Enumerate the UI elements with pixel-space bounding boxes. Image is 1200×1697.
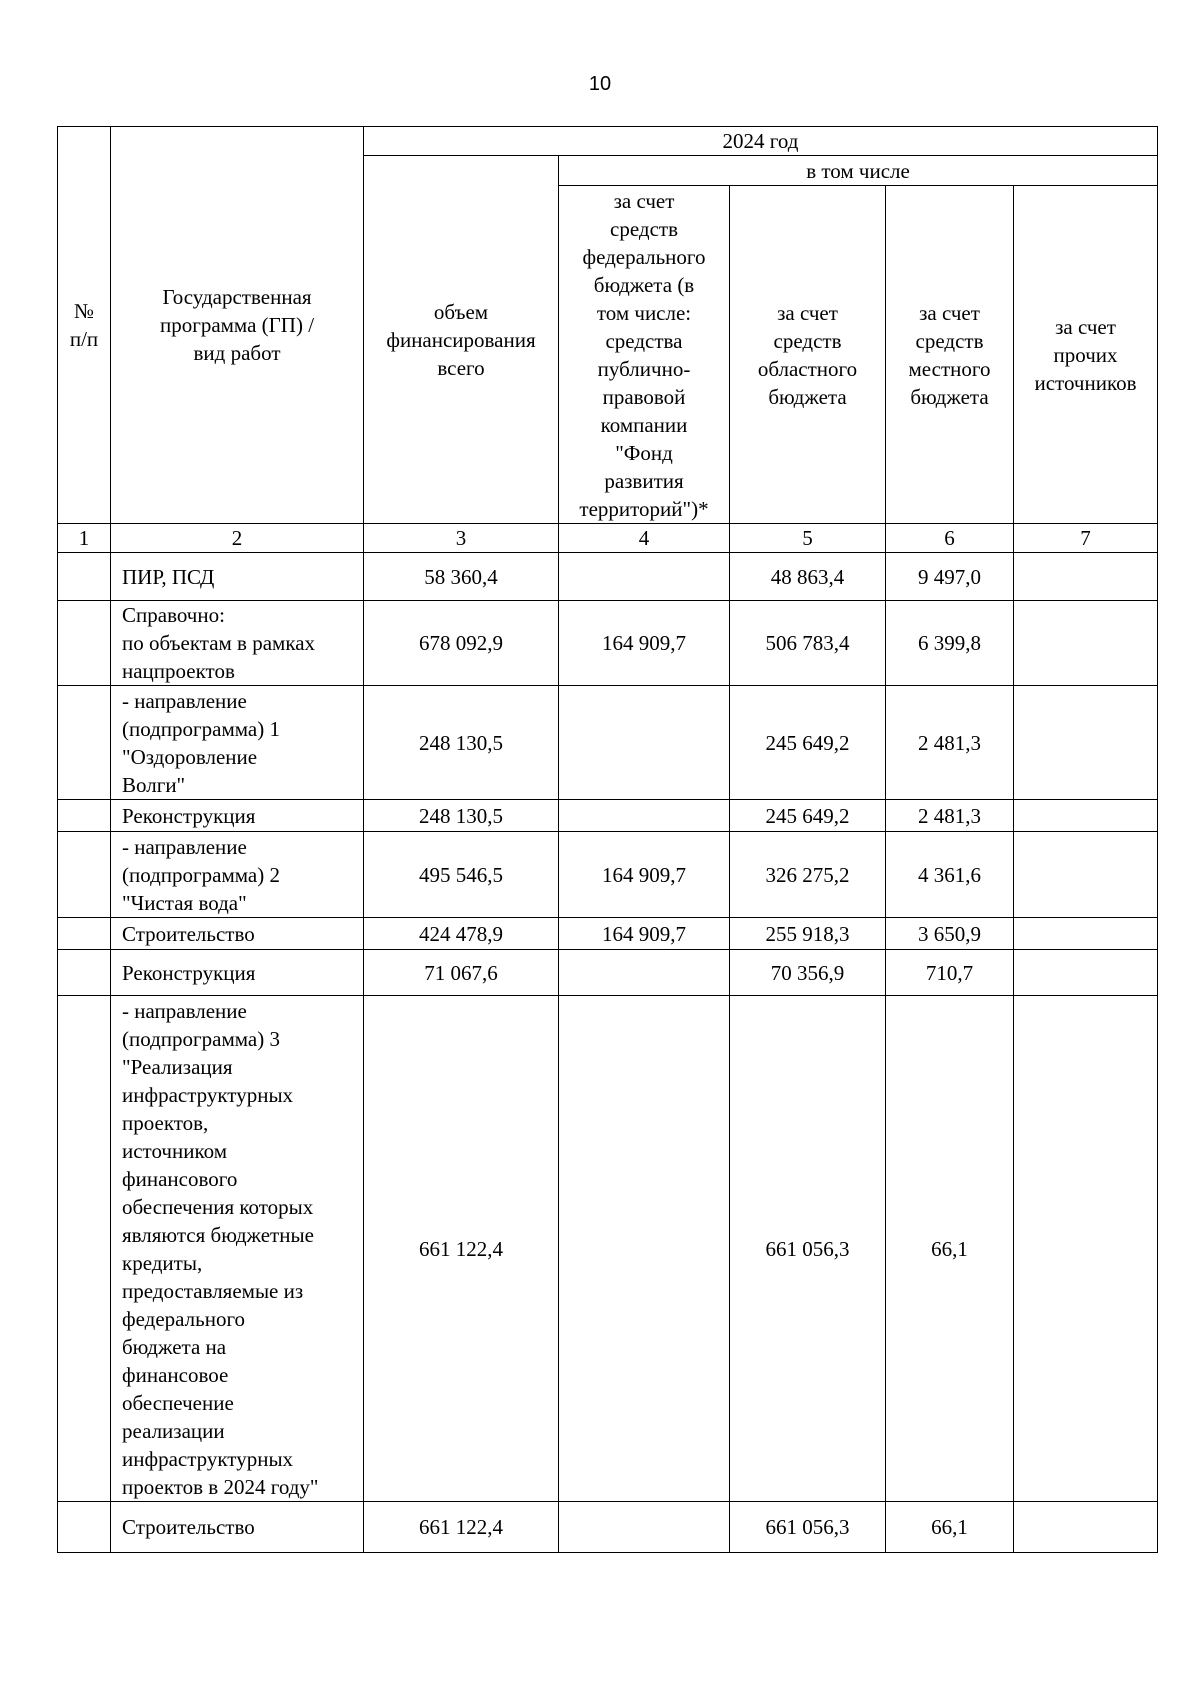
row-regional: 48 863,4	[730, 553, 886, 601]
header-local: за счет средств местного бюджета	[886, 186, 1014, 524]
row-local: 4 361,6	[886, 832, 1014, 918]
row-name: Строительство	[111, 918, 364, 950]
header-regional: за счет средств областного бюджета	[730, 186, 886, 524]
row-other	[1014, 918, 1158, 950]
row-name: Строительство	[111, 1502, 364, 1553]
row-federal	[559, 553, 730, 601]
row-num	[58, 1502, 111, 1553]
row-name: - направление (подпрограмма) 3 "Реализация инфраструктурных проектов, источником финансового обеспечения которых являются бюджетные кредиты, предоставляемые из федерального бюджета на финансовое обеспечение реализации инфраструктурных проектов в 2024 году"	[111, 996, 364, 1502]
row-other	[1014, 800, 1158, 832]
row-total: 495 546,5	[364, 832, 559, 918]
row-other	[1014, 686, 1158, 800]
header-including: в том числе	[559, 156, 1158, 186]
row-other	[1014, 996, 1158, 1502]
row-total: 678 092,9	[364, 601, 559, 686]
row-other	[1014, 553, 1158, 601]
row-num	[58, 553, 111, 601]
row-num	[58, 832, 111, 918]
row-num	[58, 686, 111, 800]
row-other	[1014, 832, 1158, 918]
financing-table	[57, 126, 1158, 1553]
row-total: 661 122,4	[364, 996, 559, 1502]
row-local: 2 481,3	[886, 800, 1014, 832]
header-num: № п/п	[58, 127, 111, 524]
column-number: 3	[364, 524, 559, 553]
table-row	[58, 686, 1158, 800]
column-number: 6	[886, 524, 1014, 553]
row-num	[58, 950, 111, 996]
header-federal: за счет средств федерального бюджета (в том числе: средства публично- правовой компании "Фонд развития территорий")*	[559, 186, 730, 524]
row-local: 6 399,8	[886, 601, 1014, 686]
row-total: 248 130,5	[364, 686, 559, 800]
column-number: 7	[1014, 524, 1158, 553]
column-number: 2	[111, 524, 364, 553]
table-row	[58, 996, 1158, 1502]
row-other	[1014, 1502, 1158, 1553]
row-federal: 164 909,7	[559, 832, 730, 918]
row-total: 661 122,4	[364, 1502, 559, 1553]
row-other	[1014, 601, 1158, 686]
table-row	[58, 950, 1158, 996]
table-row	[58, 553, 1158, 601]
column-number: 5	[730, 524, 886, 553]
row-federal	[559, 996, 730, 1502]
column-number: 4	[559, 524, 730, 553]
row-local: 710,7	[886, 950, 1014, 996]
row-local: 3 650,9	[886, 918, 1014, 950]
row-num	[58, 996, 111, 1502]
page-number: 10	[588, 73, 612, 95]
column-number-row	[58, 524, 1158, 553]
row-total: 71 067,6	[364, 950, 559, 996]
row-name: ПИР, ПСД	[111, 553, 364, 601]
row-federal	[559, 800, 730, 832]
row-num	[58, 601, 111, 686]
row-regional: 506 783,4	[730, 601, 886, 686]
table-row	[58, 918, 1158, 950]
row-name: - направление (подпрограмма) 1 "Оздоровление Волги"	[111, 686, 364, 800]
row-regional: 661 056,3	[730, 1502, 886, 1553]
row-name: Реконструкция	[111, 950, 364, 996]
header-year: 2024 год	[364, 127, 1158, 156]
header-program: Государственная программа (ГП) / вид работ	[111, 127, 364, 524]
header-row-1	[58, 127, 1158, 156]
table-row	[58, 800, 1158, 832]
row-federal: 164 909,7	[559, 918, 730, 950]
row-num	[58, 800, 111, 832]
row-regional: 661 056,3	[730, 996, 886, 1502]
row-total: 424 478,9	[364, 918, 559, 950]
header-total: объем финансирования всего	[364, 156, 559, 524]
header-other: за счет прочих источников	[1014, 186, 1158, 524]
row-total: 58 360,4	[364, 553, 559, 601]
row-federal	[559, 686, 730, 800]
row-federal	[559, 950, 730, 996]
table-row	[58, 832, 1158, 918]
row-local: 2 481,3	[886, 686, 1014, 800]
row-regional: 245 649,2	[730, 686, 886, 800]
row-local: 66,1	[886, 996, 1014, 1502]
row-regional: 255 918,3	[730, 918, 886, 950]
row-local: 66,1	[886, 1502, 1014, 1553]
row-num	[58, 918, 111, 950]
row-name: Реконструкция	[111, 800, 364, 832]
row-regional: 326 275,2	[730, 832, 886, 918]
row-federal	[559, 1502, 730, 1553]
row-local: 9 497,0	[886, 553, 1014, 601]
row-federal: 164 909,7	[559, 601, 730, 686]
row-regional: 245 649,2	[730, 800, 886, 832]
row-other	[1014, 950, 1158, 996]
table-row	[58, 1502, 1158, 1553]
column-number: 1	[58, 524, 111, 553]
row-regional: 70 356,9	[730, 950, 886, 996]
row-name: Справочно: по объектам в рамках нацпроектов	[111, 601, 364, 686]
row-total: 248 130,5	[364, 800, 559, 832]
row-name: - направление (подпрограмма) 2 "Чистая вода"	[111, 832, 364, 918]
table-row	[58, 601, 1158, 686]
